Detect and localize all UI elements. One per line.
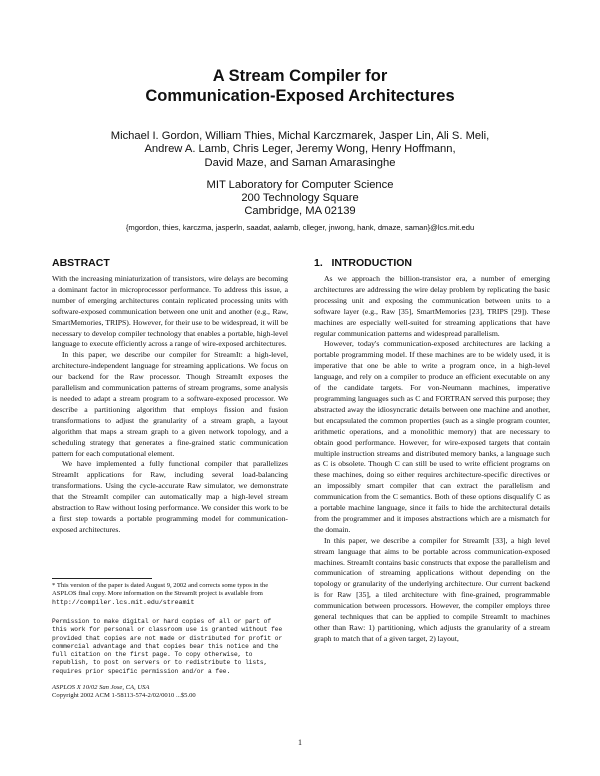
author-line: Andrew A. Lamb, Chris Leger, Jeremy Wong, Henry Hoffmann, [144,143,456,156]
introduction-heading: 1. INTRODUCTION [314,257,413,269]
introduction-paragraph: However, today's communication-exposed architectures are lacking a portable programming model. If these machines are to be widely used, it is imperative that one be able to write a program once, in a high-level language, and rely on a compiler to produce an efficient executable on any of the candidate targets. For von-Neumann machines, imperative programming languages such as C and FORTRAN served this purpose; they abstracted away the idiosyncratic details between one machine and another, but encapsulated the common properties (such as a single program counter, arithmetic operations, and a monolithic memory) that are necessary to obtain good performance. However, for wire-exposed targets that contain multiple instruction streams and distributed memory banks, a language such as C is obsolete. Though C can still be used to write efficient programs on these machines, doing so either requires architecture-specific directives or an impossibly smart compiler that can extract the parallelism and communication from the C semantics. Both of these options disqualify C as a portable machine language, since it fails to hide the architectural details from the programmer and it imposes abstractions which are a mismatch for the domain. [314,339,550,534]
footnote-divider [52,578,152,579]
page-number: 1 [298,738,302,747]
permission-notice: Permission to make digital or hard copies of all or part of this work for personal or classroom use is granted without fee provided that copies are not made or distributed for profit or commercial advantage and that copies bear this notice and the full citation on the first page. To copy otherwise, to republish, to post on servers or to redistribute to lists, requires prior specific permission and/or a fee. [52,618,283,675]
affiliation-line: 200 Technology Square [241,192,359,205]
affiliation-line: Cambridge, MA 02139 [244,205,356,218]
left-column [52,256,288,536]
right-column [314,256,550,645]
project-url-link[interactable]: http://compiler.lcs.mit.edu/streamit [52,598,195,606]
title-line: A Stream Compiler for [212,67,388,85]
venue-info [52,684,288,701]
affiliation-line: MIT Laboratory for Computer Science [206,179,394,191]
introduction-paragraph: In this paper, we describe a compiler for StreamIt [33], a high level stream language that aims to be portable across communication-exposed machines. StreamIt contains basic constructs that expose the parallelism and communication of streaming applications without depending on the topology or granularity of the underlying architecture. Our current backend is for Raw [35], a tiled architecture with fine-grained, programmable communication between processors. However, the compiler employs three general techniques that can be applied to compile StreamIt to machines other than Raw: 1) partitioning, which adjusts the granularity of a stream graph to match that of a given target, 2) layout, [314,535,550,643]
title-line: Communication-Exposed Architectures [145,87,455,105]
footnote-text: * This version of the paper is dated August 9, 2002 and corrects some typos in the ASPLOS final copy. More information on the StreamIt project is available from [52,582,269,598]
paper-title [0,66,600,106]
affiliation [0,179,600,219]
author-list [0,130,600,170]
introduction-paragraph: As we approach the billion-transistor era, a number of emerging architectures are addressing the wire delay problem by replicating the basic processing unit and exposing the communication between units to a software layer (e.g., Raw [35], SmartMemories [23], TRIPS [29]). These machines are especially well-suited for streaming applications that have regular communication patterns and widespread parallelism. [314,274,550,338]
author-line: Michael I. Gordon, William Thies, Michal Karczmarek, Jasper Lin, Ali S. Meli, [110,130,490,142]
abstract-paragraph: In this paper, we describe our compiler for StreamIt: a high-level, architecture-independent language for streaming applications. We focus on our backend for the Raw processor. Though StreamIt exposes the parallelism and communication patterns of stream programs, some analysis is needed to adapt a stream program to a software-exposed processor. We describe a partitioning algorithm that employs fission and fusion transformations to adjust the granularity of a stream graph, a layout algorithm that maps a stream graph to a given network topology, and a scheduling strategy that generates a fine-grained static communication pattern for each computational element. [52,350,288,458]
copyright-line: Copyright 2002 ACM 1-58113-574-2/02/0010 ...$5.00 [52,692,196,700]
abstract-paragraph: We have implemented a fully functional compiler that parallelizes StreamIt applications for Raw, including several load-balancing transformations. Using the cycle-accurate Raw simulator, we demonstrate that the StreamIt compiler can automatically map a high-level stream abstraction to Raw without losing performance. We consider this work to be a first step towards a portable programming model for communication-exposed architectures. [52,459,288,534]
abstract-paragraph: With the increasing miniaturization of transistors, wire delays are becoming a dominant factor in microprocessor performance. To address this issue, a number of emerging architectures contain replicated processing units with software-exposed communication between one unit and another (e.g., Raw, SmartMemories, TRIPS). However, for their use to be widespread, it will be necessary to develop compiler technology that enables a portable, high-level language to execute efficiently across a range of wire-exposed architectures. [52,274,288,349]
footnote [52,582,288,607]
author-emails: {mgordon, thies, karczma, jasperln, saadat, aalamb, clleger, jnwong, hank, dmaze, saman}@lcs.mit.edu [125,223,475,232]
abstract-heading: ABSTRACT [52,257,110,269]
venue-line: ASPLOS X 10/02 San Jose, CA, USA [52,684,150,691]
author-line: David Maze, and Saman Amarasinghe [204,156,396,169]
